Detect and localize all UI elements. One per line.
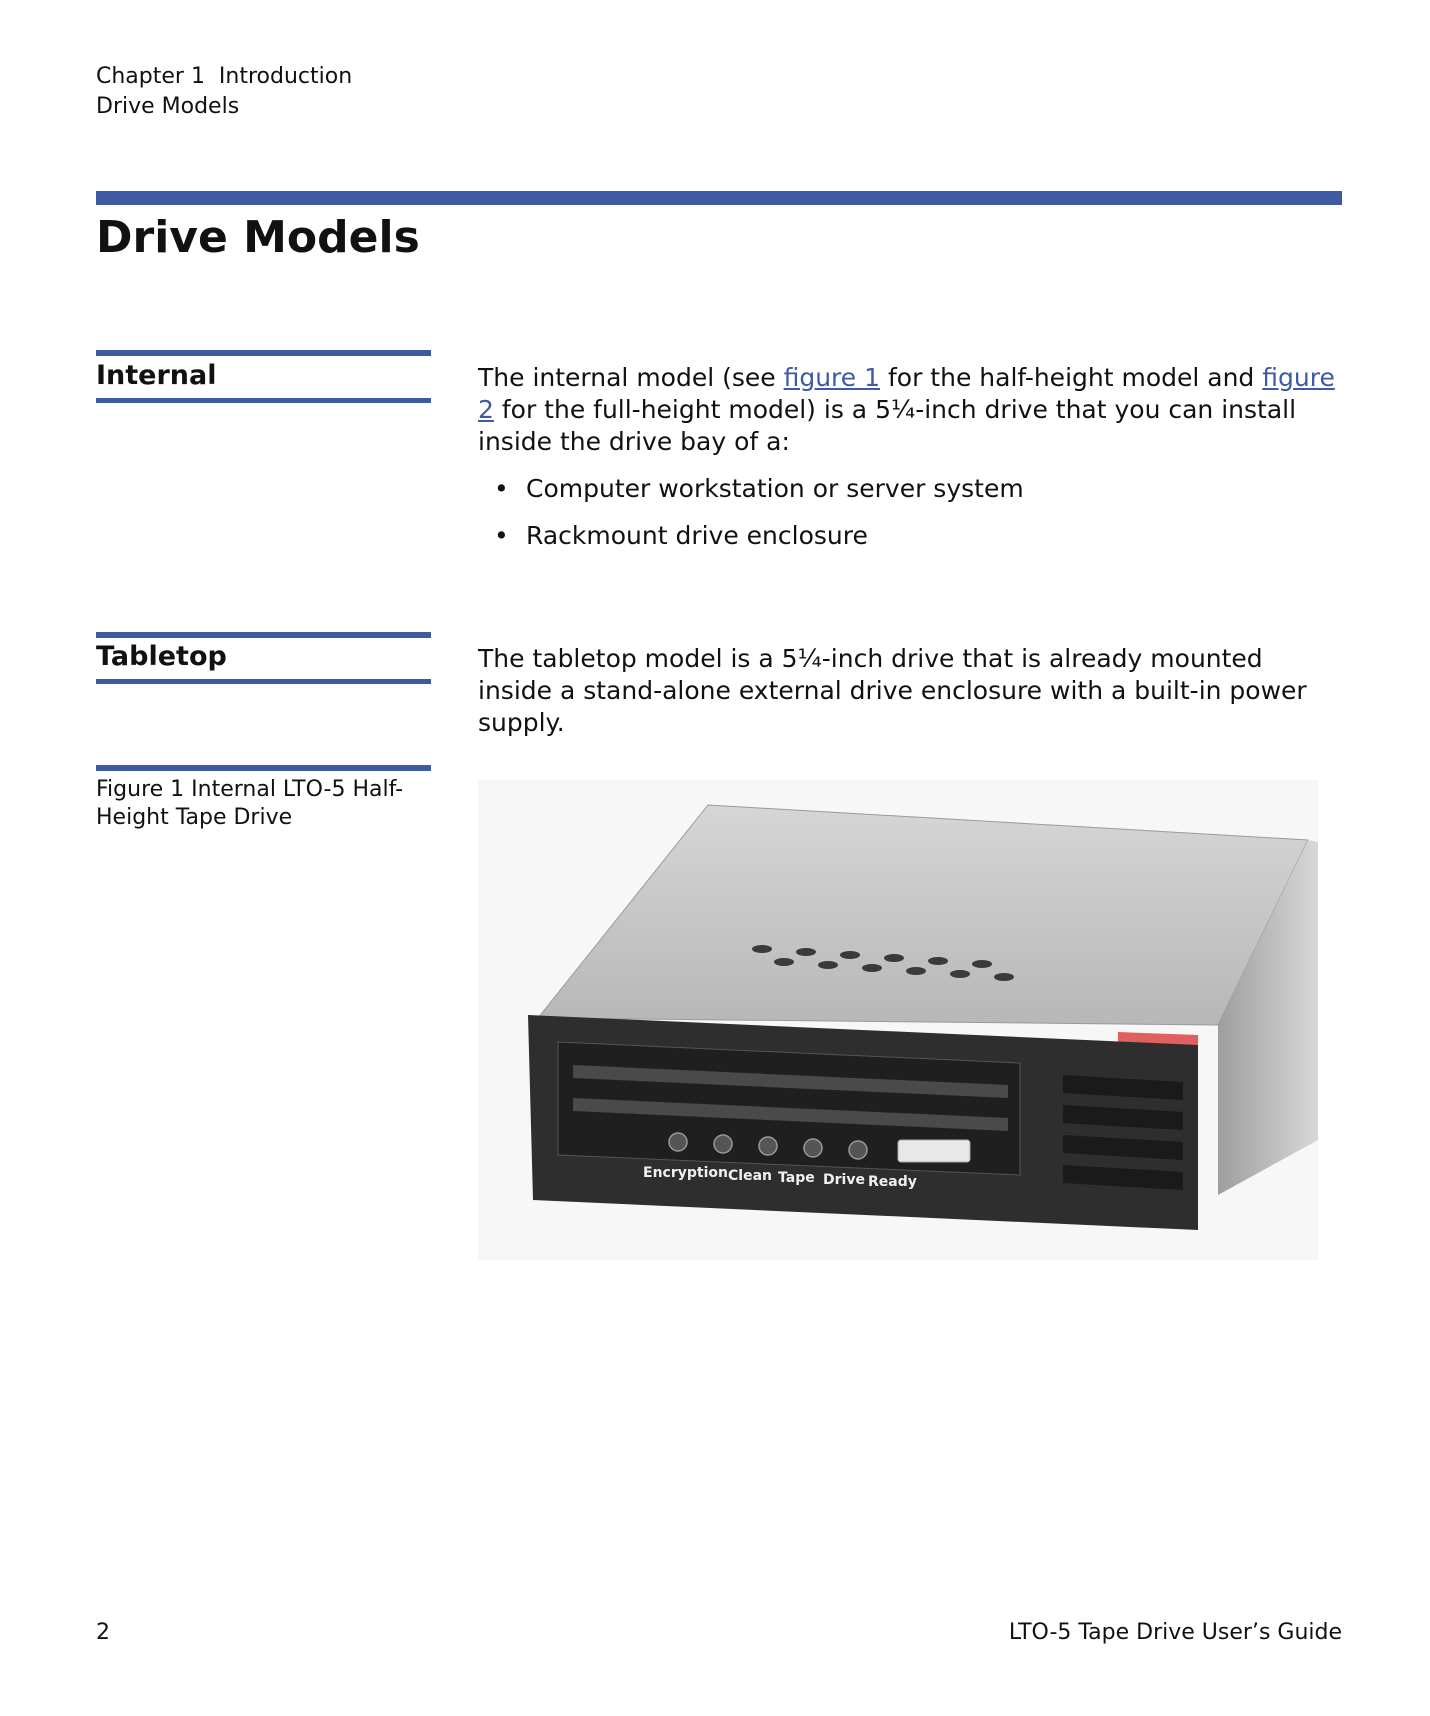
bullet-dot: • (494, 521, 509, 550)
internal-top-rule (96, 350, 431, 356)
tabletop-paragraph: The tabletop model is a 5¼-inch drive that is already mounted inside a stand-alone external drive enclosure with a built-in power supply. (478, 644, 1307, 737)
running-header-section: Drive Models (96, 94, 240, 119)
tape-drive-figure (478, 780, 1318, 1260)
internal-bottom-rule (96, 398, 431, 403)
label-ready: Ready (868, 1174, 917, 1190)
label-drive: Drive (823, 1172, 865, 1188)
running-header-chapter: Chapter 1 Introduction (96, 64, 353, 89)
running-header (96, 62, 352, 122)
tape-drive-illustration (478, 780, 1318, 1260)
page-title: Drive Models (96, 212, 420, 263)
bullet-dot: • (494, 474, 509, 503)
bullet-text: Computer workstation or server system (526, 474, 1024, 503)
label-encryption: Encryption (643, 1165, 728, 1181)
guide-title: LTO-5 Tape Drive User’s Guide (1008, 1620, 1342, 1645)
tabletop-top-rule (96, 632, 431, 638)
label-tape: Tape (778, 1170, 815, 1186)
list-item (478, 473, 1344, 505)
figure-2-link[interactable]: figure 2 (478, 363, 1335, 424)
title-rule (96, 191, 1342, 205)
figure-1-link[interactable]: figure 1 (783, 363, 881, 392)
internal-text-part1: The internal model (see (478, 363, 784, 392)
list-item (478, 520, 1344, 552)
label-clean: Clean (728, 1168, 772, 1184)
internal-text-part2: for the half-height model and (880, 363, 1263, 392)
figure-caption: Figure 1 Internal LTO-5 Half-Height Tape Drive (96, 777, 404, 830)
tabletop-heading: Tabletop (96, 641, 227, 672)
page-number: 2 (96, 1620, 110, 1645)
internal-text-part3: for the full-height model) is a 5¼-inch drive that you can install inside the drive bay of a: (478, 395, 1297, 456)
tabletop-bottom-rule (96, 679, 431, 684)
internal-paragraph (478, 362, 1344, 458)
internal-heading: Internal (96, 360, 217, 391)
figure-caption-rule (96, 765, 431, 771)
internal-bullet-list (478, 473, 1344, 567)
bullet-text: Rackmount drive enclosure (526, 521, 868, 550)
